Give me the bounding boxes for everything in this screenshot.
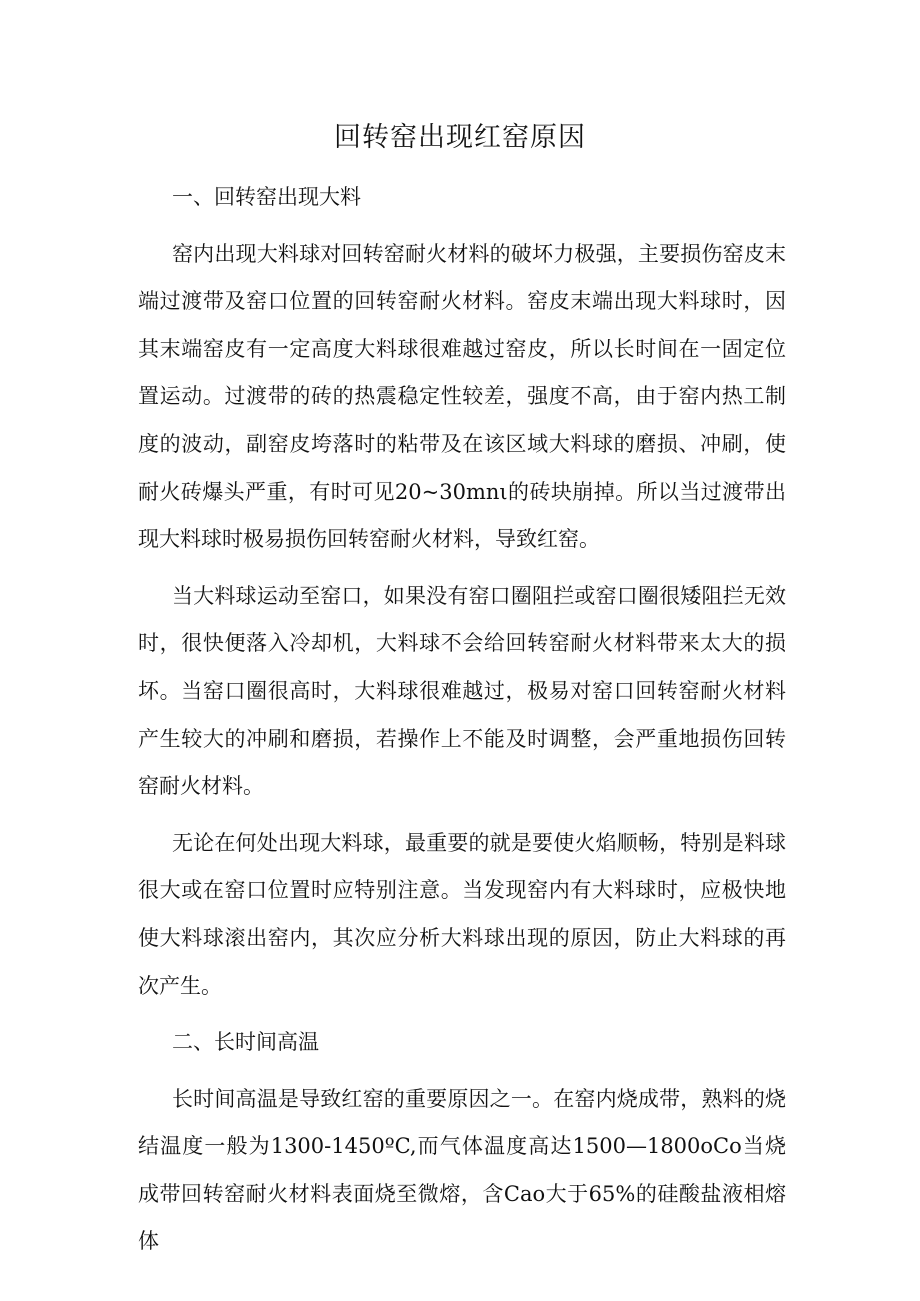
paragraph: 长时间高温是导致红窑的重要原因之一。在窑内烧成带，熟料的烧结温度一般为1300-1450ºC,而气体温度高达1500—1800oCo当烧成带回转窑耐火材料表面烧至微熔，含Cao大于65%的硅酸盐液相熔体: [138, 1086, 786, 1254]
document-title: 回转窑出现红窑原因: [334, 122, 586, 153]
section-heading-2: 二、长时间高温: [172, 1030, 319, 1055]
document-body: [138, 174, 786, 1275]
section-heading-1: 一、回转窑出现大料: [172, 185, 361, 209]
paragraph: 窑内出现大料球对回转窑耐火材料的破坏力极强，主要损伤窑皮末端过渡带及窑口位置的回转窑耐火材料。窑皮末端出现大料球时，因其末端窑皮有一定高度大料球很难越过窑皮，所以长时间在一固定位置运动。过渡带的砖的热震稳定性较差，强度不高，由于窑内热工制度的波动，副窑皮垮落时的粘带及在该区域大料球的磨损、冲刷，使耐火砖爆头严重，有时可见20~30mnι的砖块崩掉。所以当过渡带出现大料球时极易损伤回转窑耐火材料，导致红窑。: [138, 241, 786, 552]
paragraph: 无论在何处出现大料球，最重要的就是要使火焰顺畅，特别是料球很大或在窑口位置时应特别注意。当发现窑内有大料球时，应极快地使大料球滚出窑内，其次应分析大料球出现的原因，防止大料球的再次产生。: [138, 830, 786, 998]
paragraph: 当大料球运动至窑口，如果没有窑口圈阻拦或窑口圈很矮阻拦无效时，很快便落入冷却机，大料球不会给回转窑耐火材料带来太大的损坏。当窑口圈很高时，大料球很难越过，极易对窑口回转窑耐火材料产生较大的冲刷和磨损，若操作上不能及时调整，会严重地损伤回转窑耐火材料。: [138, 583, 786, 799]
